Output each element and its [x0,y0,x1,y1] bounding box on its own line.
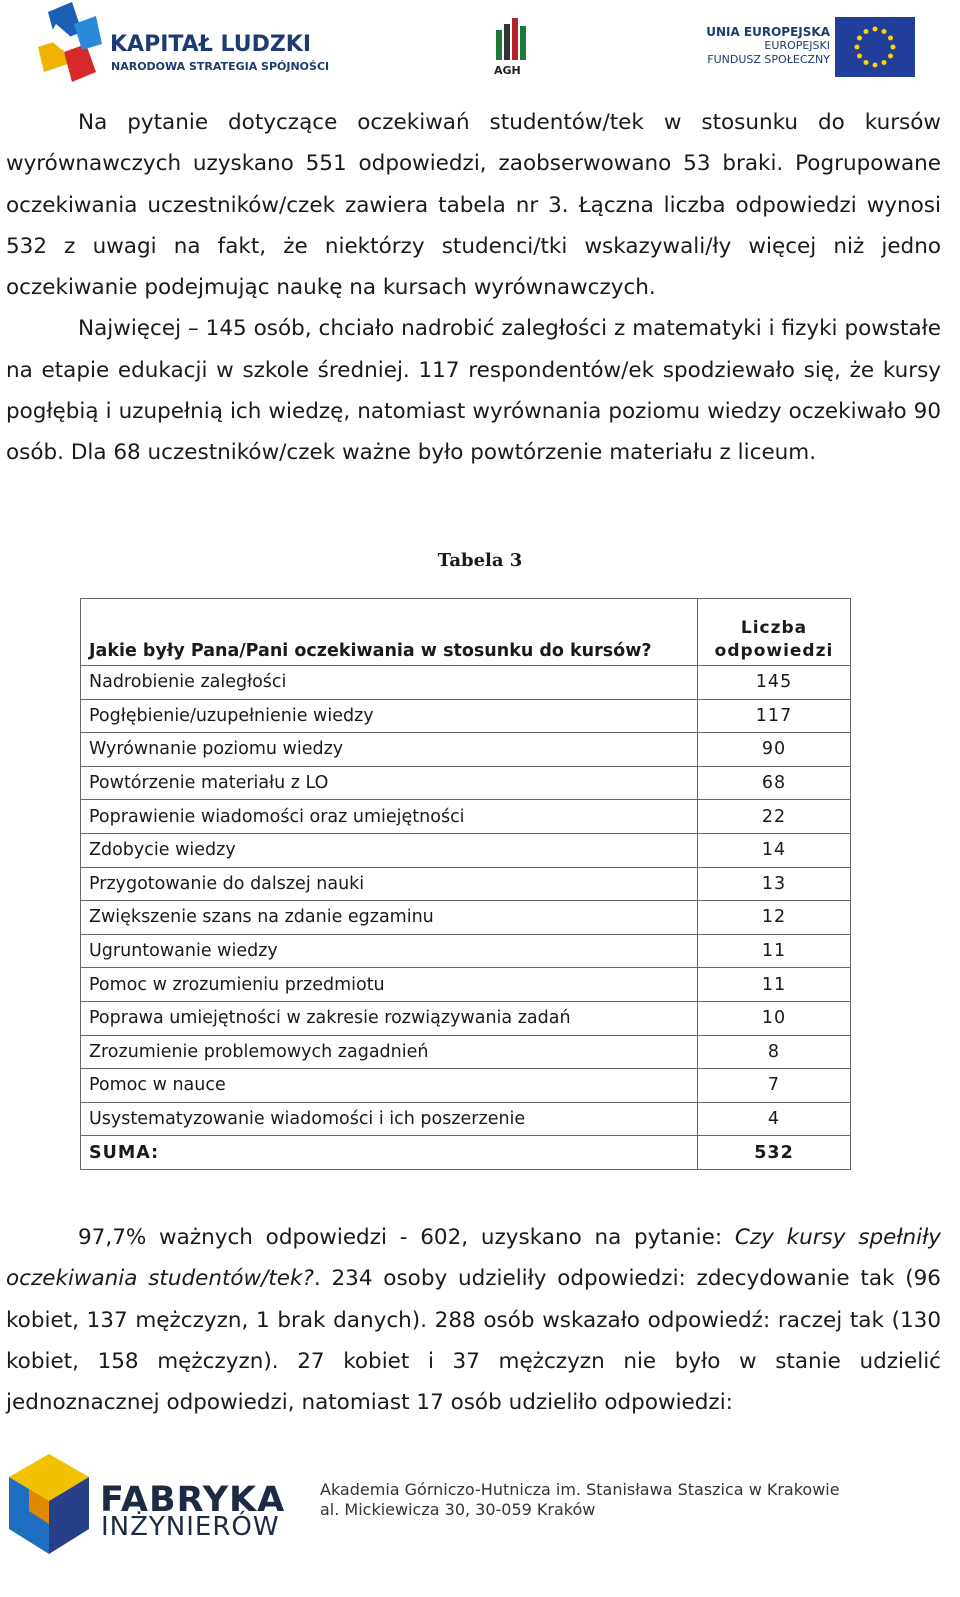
agh-label: AGH [494,64,521,77]
eu-text [690,25,830,67]
row-value: 11 [698,934,851,968]
row-value: 22 [698,800,851,834]
table-row [81,1102,851,1136]
footer-address [320,1480,840,1520]
address-line-2: al. Mickiewicza 30, 30-059 Kraków [320,1500,596,1519]
row-label: Pogłębienie/uzupełnienie wiedzy [81,699,698,733]
row-label: Wyrównanie poziomu wiedzy [81,733,698,767]
table-row [81,1035,851,1069]
row-value: 117 [698,699,851,733]
table-row [81,766,851,800]
table-row [81,733,851,767]
paragraph: Na pytanie dotyczące oczekiwań studentów/tek w stosunku do kursów wyrównawczych uzyskano 551 odpowiedzi, zaobserwowano 53 braki. Pogrupowane oczekiwania uczestników/czek zawiera tabela nr 3. Łączna liczba odpowiedzi wynosi 532 z uwagi na fakt, że niektórzy studenci/tki wskazywali/ły więcej niż jedno oczekiwanie podejmując naukę na kursach wyrównawczych. [6,110,941,301]
table-row [81,1069,851,1103]
row-label: Usystematyzowanie wiadomości i ich poszerzenie [81,1102,698,1136]
row-label: Pomoc w nauce [81,1069,698,1103]
survey-question: Czy kursy spełniły oczekiwania studentów/tek? [6,1225,941,1292]
table-header-row [81,599,851,666]
eu-flag-icon [835,17,915,77]
sum-value: 532 [698,1136,851,1170]
row-label: Zwiększenie szans na zdanie egzaminu [81,901,698,935]
row-value: 10 [698,1001,851,1035]
row-value: 68 [698,766,851,800]
row-value: 12 [698,901,851,935]
row-label: Ugruntowanie wiedzy [81,934,698,968]
intro-text [6,102,941,474]
row-value: 11 [698,968,851,1002]
column-header-question: Jakie były Pana/Pani oczekiwania w stosunku do kursów? [81,599,698,666]
row-value: 90 [698,733,851,767]
row-label: Powtórzenie materiału z LO [81,766,698,800]
table-row [81,666,851,700]
eu-line-3: FUNDUSZ SPOŁECZNY [707,53,830,66]
row-label: Nadrobienie zaległości [81,666,698,700]
fabryka-inzynierow-logo-icon [4,1449,94,1559]
paragraph [6,1217,941,1423]
expectations-table [80,598,851,1170]
row-value: 145 [698,666,851,700]
table-row [81,833,851,867]
page-header [0,0,960,95]
table-row [81,934,851,968]
table-sum-row [81,1136,851,1170]
table-row [81,867,851,901]
fabryka-subtitle: INŻYNIERÓW [101,1512,280,1542]
row-value: 7 [698,1069,851,1103]
fabryka-title: FABRYKA [100,1480,286,1520]
row-value: 13 [698,867,851,901]
row-label: Poprawienie wiadomości oraz umiejętności [81,800,698,834]
results-text [6,1217,941,1423]
address-line-1: Akademia Górniczo-Hutnicza im. Stanisława Staszica w Krakowie [320,1480,840,1499]
paragraph: Najwięcej – 145 osób, chciało nadrobić zaległości z matematyki i fizyki powstałe na etapie edukacji w szkole średniej. 117 respondentów/ek spodziewało się, że kursy pogłębią i uzupełnią ich wiedzę, natomiast wyrównania poziomu wiedzy oczekiwało 90 osób. Dla 68 uczestników/czek ważne było powtórzenie materiału z liceum. [6,316,941,466]
kapital-ludzki-subtitle: NARODOWA STRATEGIA SPÓJNOŚCI [111,60,330,73]
kapital-ludzki-title: KAPITAŁ LUDZKI [110,32,312,57]
column-header-count: Liczba odpowiedzi [698,599,851,666]
results-lead: 97,7% ważnych odpowiedzi - 602, uzyskano na pytanie: [78,1225,735,1250]
row-value: 4 [698,1102,851,1136]
row-label: Przygotowanie do dalszej nauki [81,867,698,901]
table-row [81,699,851,733]
row-value: 8 [698,1035,851,1069]
eu-line-1: UNIA EUROPEJSKA [706,25,830,39]
row-label: Zrozumienie problemowych zagadnień [81,1035,698,1069]
table-row [81,901,851,935]
sum-label: SUMA: [81,1136,698,1170]
row-value: 14 [698,833,851,867]
table-row [81,1001,851,1035]
row-label: Pomoc w zrozumieniu przedmiotu [81,968,698,1002]
results-rest: . 234 osoby udzieliły odpowiedzi: zdecydowanie tak (96 kobiet, 137 mężczyzn, 1 brak danych). 288 osób wskazało odpowiedź: raczej tak (130 kobiet, 158 mężczyzn). 27 kobiet i 37 mężczyzn nie było w stanie udzielić jednoznacznej odpowiedzi, natomiast 17 osób udzieliło odpowiedzi: [6,1266,941,1416]
eu-line-2: EUROPEJSKI [764,39,830,52]
table-row [81,968,851,1002]
table-caption: Tabela 3 [437,550,523,571]
row-label: Zdobycie wiedzy [81,833,698,867]
table-row [81,800,851,834]
row-label: Poprawa umiejętności w zakresie rozwiązywania zadań [81,1001,698,1035]
